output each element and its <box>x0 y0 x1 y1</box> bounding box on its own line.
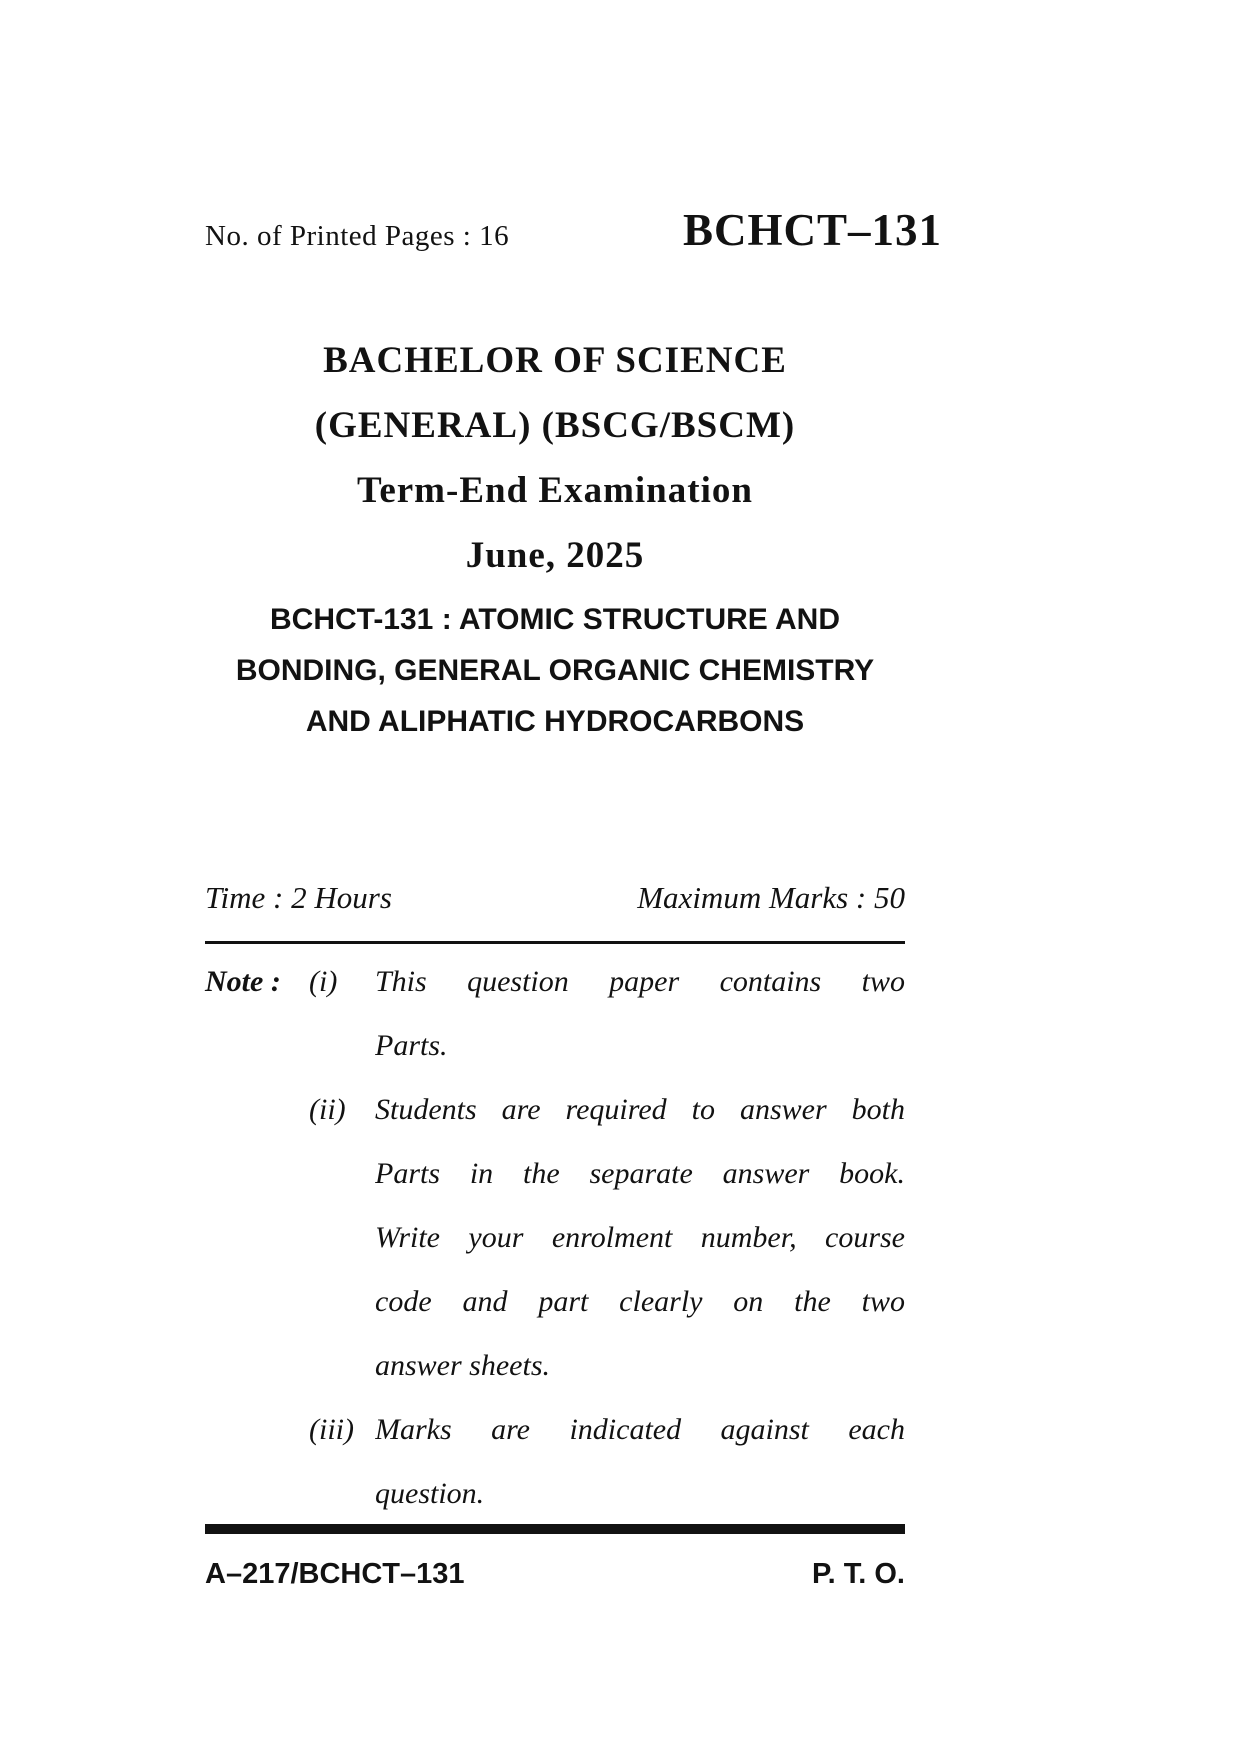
maximum-marks: Maximum Marks : 50 <box>637 880 905 915</box>
course-title-line-1: BCHCT-131 : ATOMIC STRUCTURE AND <box>269 603 840 636</box>
note-line: Parts in the separate answer book. <box>375 1157 905 1190</box>
horizontal-rule <box>205 941 905 944</box>
programme-codes: (GENERAL) (BSCG/BSCM) <box>314 405 796 446</box>
page-header <box>205 204 942 256</box>
note-line: answer sheets. <box>375 1349 550 1382</box>
footer-paper-reference: A–217/BCHCT–131 <box>205 1558 465 1590</box>
exam-session: June, 2025 <box>465 535 645 576</box>
note-label: Note : <box>205 965 281 998</box>
note-text-i <box>375 950 905 1078</box>
note-line: Students are required to answer both <box>375 1093 905 1126</box>
degree-title: BACHELOR OF SCIENCE <box>323 340 787 381</box>
note-section <box>205 950 905 1526</box>
note-marker-iii: (iii) <box>309 1413 354 1446</box>
title-block <box>205 328 905 588</box>
double-horizontal-rule <box>205 1524 905 1534</box>
note-item-1 <box>205 950 905 1078</box>
note-item-2 <box>205 1078 905 1398</box>
time-marks-row <box>205 880 905 916</box>
note-text-ii <box>375 1078 905 1398</box>
note-line: Marks are indicated against each <box>375 1413 905 1446</box>
paper-code: BCHCT–131 <box>682 205 942 255</box>
note-label-spacer <box>205 1078 309 1398</box>
page-footer <box>205 1558 905 1591</box>
note-text-iii <box>375 1398 905 1526</box>
note-line: This question paper contains two <box>375 965 905 998</box>
note-marker-i: (i) <box>309 965 338 998</box>
note-marker-ii: (ii) <box>309 1093 346 1126</box>
note-label-spacer <box>205 1398 309 1526</box>
course-title-line-2: BONDING, GENERAL ORGANIC CHEMISTRY <box>235 654 875 687</box>
note-line: Parts. <box>375 1029 448 1062</box>
course-title-block <box>170 594 940 747</box>
printed-pages-label: No. of Printed Pages : 16 <box>205 220 510 252</box>
time-allowed: Time : 2 Hours <box>205 880 392 915</box>
course-title-line-3: AND ALIPHATIC HYDROCARBONS <box>305 705 805 738</box>
footer-pto: P. T. O. <box>812 1558 905 1590</box>
note-line: code and part clearly on the two <box>375 1285 905 1318</box>
note-item-3 <box>205 1398 905 1526</box>
exam-type: Term-End Examination <box>357 470 753 511</box>
note-line: Write your enrolment number, course <box>375 1221 905 1254</box>
note-line: question. <box>375 1477 485 1510</box>
